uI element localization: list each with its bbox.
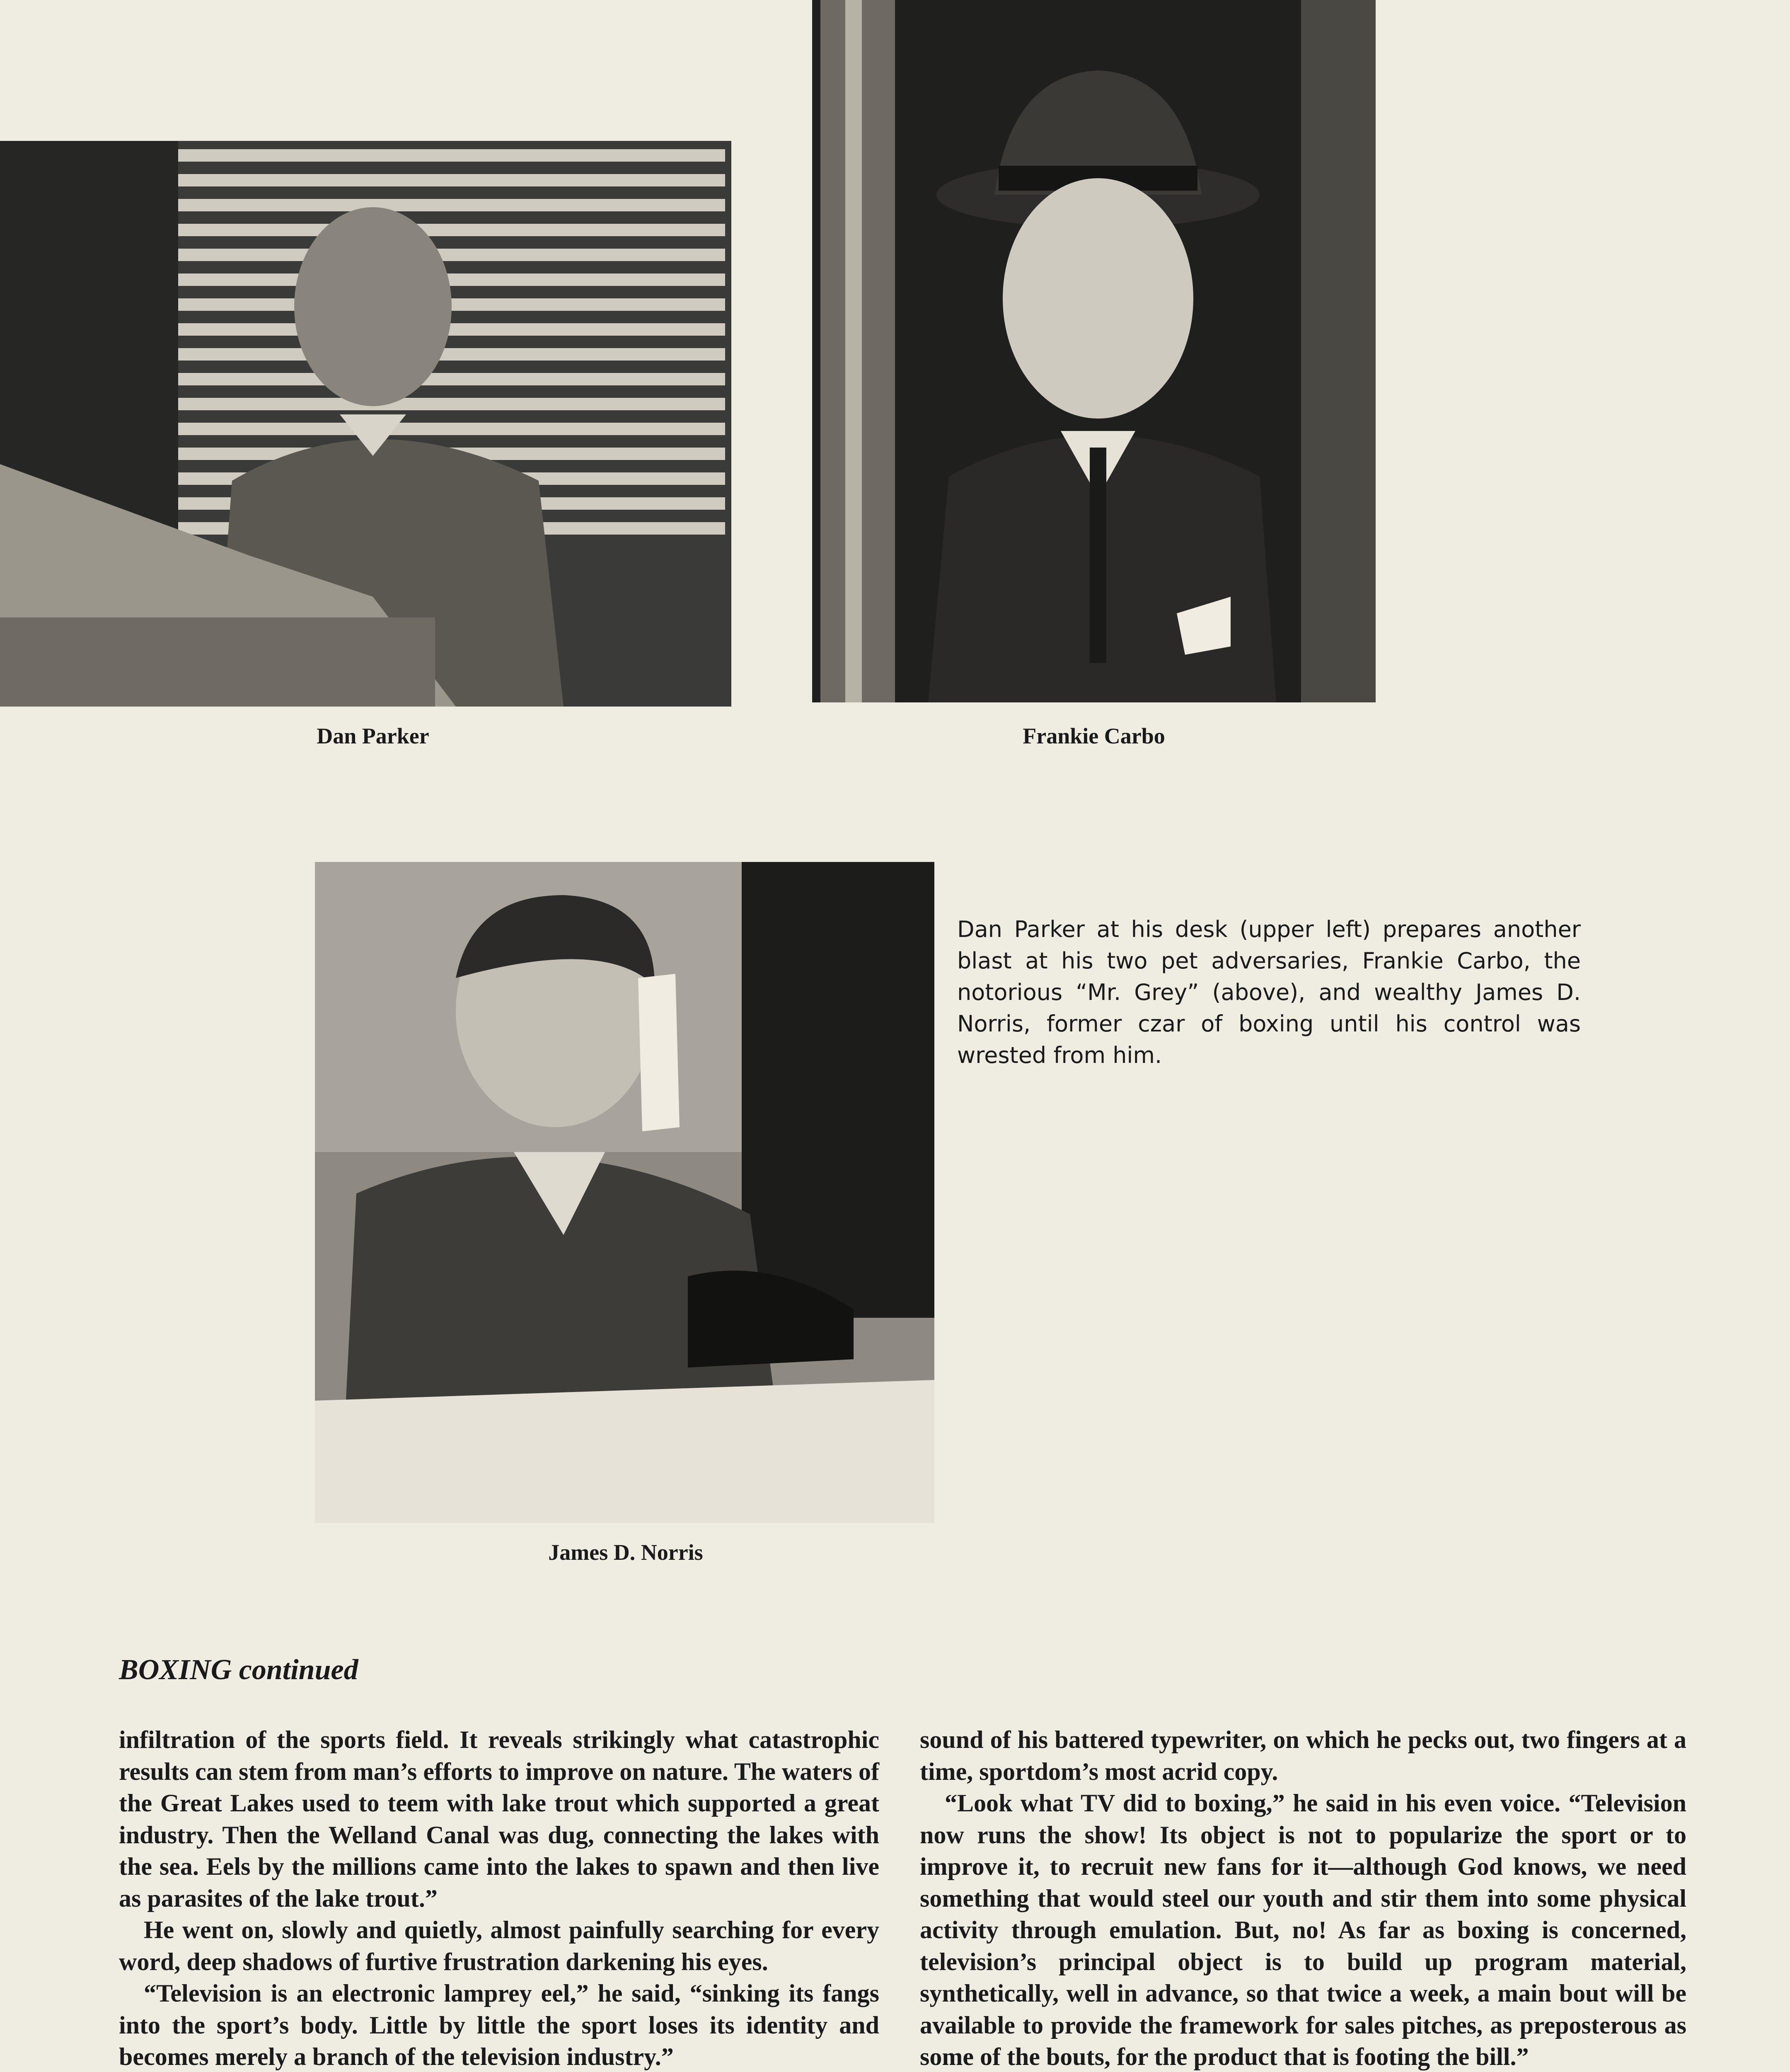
frankie-carbo-caption: Frankie Carbo (1023, 724, 1165, 748)
frankie-carbo-photo (812, 0, 1376, 702)
dan-parker-caption: Dan Parker (317, 724, 429, 748)
section-heading: BOXING continued (119, 1654, 358, 1686)
left-paragraph: infiltration of the sports field. It reveals strikingly what catastrophic results can stem from man’s efforts to improve on nature. The waters of the Great Lakes used to teem with lake trout which supported a great industry. Then the Welland Canal was dug, connecting the lakes with the sea. Eels by the millions came into the lakes to spawn and then live as parasites of the lake trout.” (119, 1726, 879, 1912)
james-norris-caption: James D. Norris (548, 1540, 703, 1565)
article-right-column (920, 1724, 1686, 2072)
left-paragraph: “Television is an electronic lamprey eel,” he said, “sinking its fangs into the sport’s body. Little by little the sport loses its identity and becomes merely a branch of the television industry.” (119, 1980, 879, 2070)
right-paragraph: sound of his battered typewriter, on which he pecks out, two fingers at a time, sportdom’s most acrid copy. (920, 1726, 1686, 1785)
dan-parker-photo (0, 141, 731, 707)
photo-sidebar-caption: Dan Parker at his desk (upper left) prepares another blast at his two pet adversaries, Frankie Carbo, the notorious “Mr. Grey” (above), and wealthy James D. Norris, former czar of boxing until his control was wrested from him. (957, 916, 1581, 1068)
left-paragraph: He went on, slowly and quietly, almost painfully searching for every word, deep shadows of furtive frustration darkening his eyes. (119, 1916, 879, 1975)
right-paragraph: “Look what TV did to boxing,” he said in his even voice. “Television now runs the show! Its object is not to popularize the sport or to improve it, to recruit new fans for it—although God knows, we need something that would steel our youth and stir them into some physical activity through emulation. But, no! As far as boxing is concerned, television’s principal object is to build up program material, synthetically, well in advance, so that twice a week, a main bout will be available to provide the framework for sales pitches, as preposterous as some of the bouts, for the product that is footing the bill.” (920, 1789, 1686, 2070)
article-left-column (119, 1724, 879, 2072)
james-norris-photo (315, 862, 934, 1523)
